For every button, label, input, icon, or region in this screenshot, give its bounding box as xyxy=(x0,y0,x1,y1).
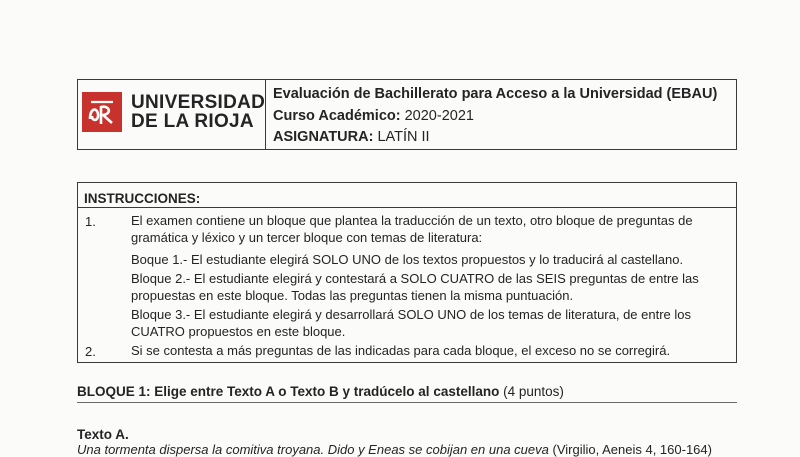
university-name-line2: DE LA RIOJA xyxy=(131,111,254,132)
bloque-1-points: (4 puntos) xyxy=(503,384,564,399)
bloque-1-title: BLOQUE 1: Elige entre Texto A o Texto B y tradúcelo al castellano xyxy=(77,384,500,399)
subject-value: LATÍN II xyxy=(377,129,430,145)
instruction-2-number: 2. xyxy=(85,344,96,359)
university-logo-icon xyxy=(82,92,122,132)
instruction-1-bloque-1: Boque 1.- El estudiante elegirá SOLO UNO de los textos propuestos y lo traducirá al castellano. xyxy=(131,252,684,267)
instruction-1-bloque-2: Bloque 2.- El estudiante elegirá y contestará a SOLO CUATRO de las SEIS preguntas de entre las propuestas en este bloque. Todas las preguntas tienen la misma puntuación. xyxy=(131,271,699,303)
instruction-1-bloque-3: Bloque 3.- El estudiante elegirá y desarrollará SOLO UNO de los temas de literatura, de entre los CUATRO propuestos en este bloque. xyxy=(131,307,692,339)
bloque-1-rule xyxy=(77,402,737,403)
course-value: 2020-2021 xyxy=(404,108,474,124)
university-name-line1: UNIVERSIDAD xyxy=(131,92,266,113)
exam-title-text: Evaluación de Bachillerato para Acceso a la Universidad (EBAU) xyxy=(273,86,718,102)
texto-a-source: (Virgilio, Aeneis 4, 160-164) xyxy=(552,442,712,457)
course-line xyxy=(273,107,474,125)
subject-label: ASIGNATURA: xyxy=(273,129,374,145)
subject-line xyxy=(273,128,430,146)
instruction-1-text: El examen contiene un bloque que plantea la traducción de un texto, otro bloque de preguntas de gramática y léxico y un tercer bloque con temas de literatura: xyxy=(131,213,693,245)
instructions-title: INSTRUCCIONES: xyxy=(84,191,201,206)
instruction-2-text: Si se contesta a más preguntas de las indicadas para cada bloque, el exceso no se corregirá. xyxy=(131,343,671,358)
texto-a-title: Texto A. xyxy=(77,427,129,442)
texto-a-subtitle: Una tormenta dispersa la comitiva troyana. Dido y Eneas se cobijan en una cueva xyxy=(77,442,549,457)
university-name xyxy=(131,93,265,131)
instructions-separator xyxy=(77,207,737,208)
course-label: Curso Académico: xyxy=(273,108,401,124)
bloque-1-heading xyxy=(77,384,564,399)
exam-title xyxy=(273,85,717,103)
instruction-1-number: 1. xyxy=(85,214,96,229)
